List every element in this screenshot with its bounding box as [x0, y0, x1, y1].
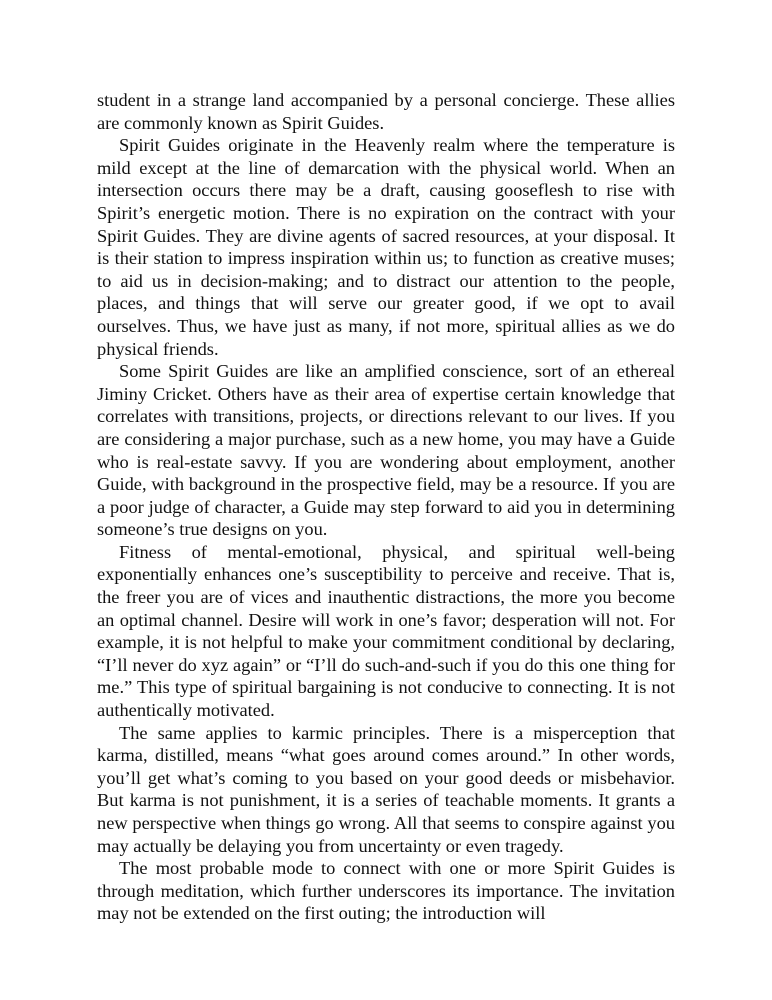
paragraph-karmic-principles: The same applies to karmic principles. There is a misperception that karma, distilled, means “what goes around comes around.” In other words, you’ll get what’s coming to you based on your good deeds or misbehavior. But karma is not punishment, it is a series of teachable moments. It grants a new perspective when things go wrong. All that seems to conspire against you may actually be delaying you from uncertainty or even tragedy. — [97, 722, 675, 856]
paragraph-continuation: student in a strange land accompanied by a personal concierge. These allies are commonly known as Spirit Guides. — [97, 90, 675, 133]
paragraph-meditation: The most probable mode to connect with one or more Spirit Guides is through meditation, which further underscores its importance. The invitation may not be extended on the first outing; the introduction will — [97, 858, 675, 924]
paragraph-spirit-guides-origin: Spirit Guides originate in the Heavenly realm where the temperature is mild except at the line of demarcation with the physical world. When an intersection occurs there may be a draft, causing gooseflesh to rise with Spirit’s energetic motion. There is no expiration on the contract with your Spirit Guides. They are divine agents of sacred resources, at your disposal. It is their station to impress inspiration within us; to function as creative muses; to aid us in decision-making; and to distract our attention to the people, places, and things that will serve our greater good, if we opt to avail ourselves. Thus, we have just as many, if not more, spiritual allies as we do physical friends. — [97, 135, 675, 359]
paragraph-fitness: Fitness of mental-emotional, physical, and spiritual well-being exponentially enhances one’s susceptibility to perceive and receive. That is, the freer you are of vices and inauthentic distractions, the more you become an optimal channel. Desire will work in one’s favor; desperation will not. For example, it is not helpful to make your commitment conditional by declaring, “I’ll never do xyz again” or “I’ll do such-and-such if you do this one thing for me.” This type of spiritual bargaining is not conducive to connecting. It is not authentically motivated. — [97, 541, 675, 721]
paragraph-amplified-conscience: Some Spirit Guides are like an amplified conscience, sort of an ethereal Jiminy Cricket. Others have as their area of expertise certain knowledge that correlates with transitions, projects, or directions relevant to our lives. If you are considering a major purchase, such as a new home, you may have a Guide who is real-estate savvy. If you are wondering about employment, another Guide, with background in the prospective field, may be a resource. If you are a poor judge of character, a Guide may step forward to aid you in determining someone’s true designs on you. — [97, 361, 675, 540]
page-body — [97, 89, 675, 925]
